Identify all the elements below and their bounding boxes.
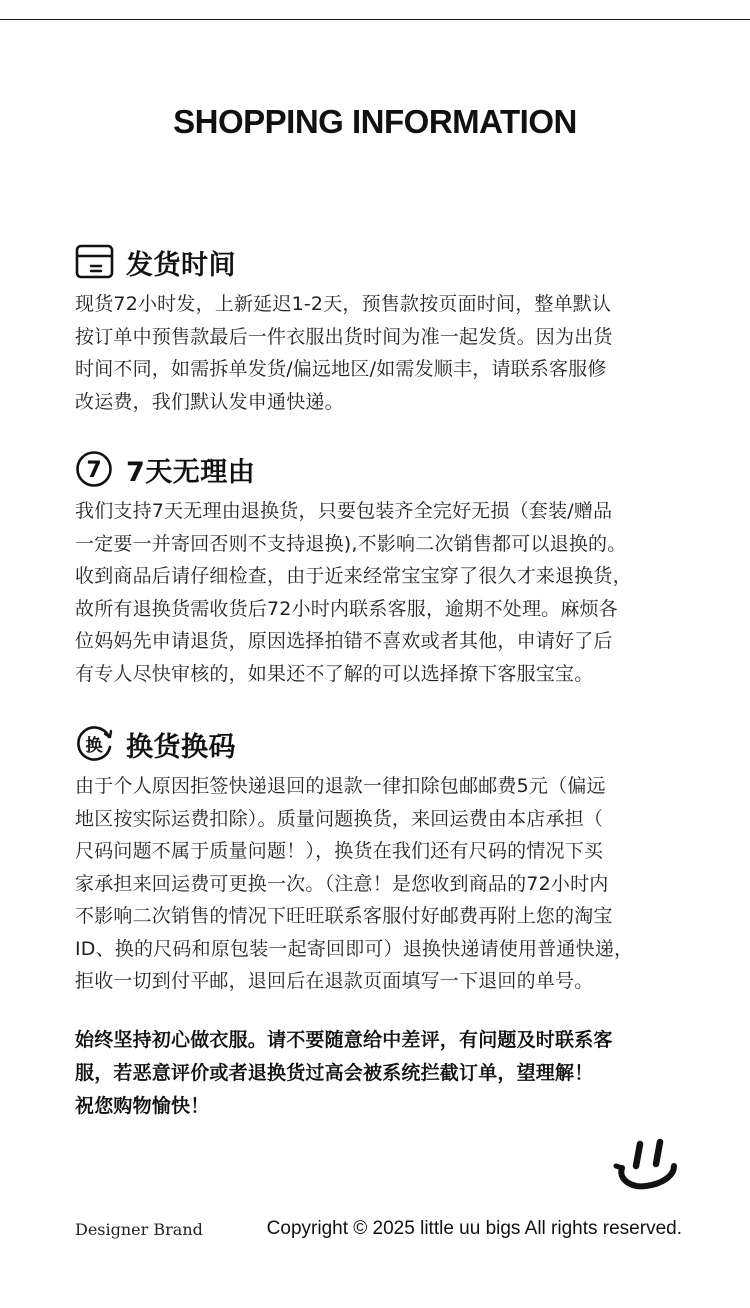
- section-header: [75, 243, 695, 281]
- body-line: 拒收一切到付平邮，退回后在退款页面填写一下退回的单号。: [75, 970, 594, 992]
- section-body: [75, 770, 695, 998]
- body-line: 家承担来回运费可更换一次。（注意！是您收到商品的72小时内: [75, 872, 609, 895]
- section-title: 7天无理由: [126, 456, 256, 488]
- body-line: 收到商品后请仔细检查，由于近来经常宝宝穿了很久才来退换货，: [75, 565, 632, 587]
- icon-glyph: 7: [86, 458, 102, 483]
- section-header: [75, 725, 695, 763]
- body-line: 由于个人原因拒签快递退回的退款一律扣除包邮邮费5元（偏远: [75, 775, 606, 797]
- section-shipping-time: [75, 243, 695, 418]
- body-line: 按订单中预售款最后一件衣服出货时间为准一起发货。因为出货: [75, 325, 613, 348]
- icon-glyph: 换: [85, 736, 103, 756]
- body-line: 时间不同，如需拆单发货/偏远地区/如需发顺丰，请联系客服修: [75, 358, 607, 380]
- body-line: 改运费，我们默认发申通快递。: [75, 390, 344, 413]
- seven-circle-icon: [75, 450, 115, 488]
- smiley-logo-icon: [612, 1136, 682, 1194]
- body-line: 一定要一并寄回否则不支持退换),不影响二次销售都可以退换的。: [75, 532, 627, 555]
- box-icon: [75, 243, 115, 281]
- section-exchange-size: [75, 725, 695, 998]
- page-title: SHOPPING INFORMATION: [173, 103, 577, 140]
- body-line: 有专人尽快审核的，如果还不了解的可以选择撩下客服宝宝。: [75, 662, 594, 685]
- notice-line: 祝您购物愉快！: [75, 1095, 210, 1117]
- body-line: 现货72小时发，上新延迟1-2天，预售款按页面时间，整单默认: [75, 293, 612, 315]
- footer-brand: Designer Brand: [75, 1220, 203, 1239]
- section-body: [75, 288, 695, 418]
- footer-copyright: Copyright © 2025 little uu bigs All rights reserved.: [266, 1218, 682, 1239]
- section-title: 发货时间: [126, 249, 236, 281]
- body-line: 尺码问题不属于质量问题！），换货在我们还有尺码的情况下买: [75, 840, 604, 862]
- section-body: [75, 495, 695, 690]
- body-line: ID、换的尺码和原包装一起寄回即可）退换快递请使用普通快递，: [75, 937, 634, 960]
- section-seven-day-return: [75, 450, 695, 690]
- section-title: 换货换码: [126, 731, 236, 763]
- body-line: 我们支持7天无理由退换货，只要包装齐全完好无损（套装/赠品: [75, 500, 613, 522]
- notice-block: [75, 1024, 695, 1123]
- body-line: 地区按实际运费扣除）。质量问题换货，来回运费由本店承担（: [75, 807, 604, 830]
- body-line: 故所有退换货需收货后72小时内联系客服，逾期不处理。麻烦各: [75, 597, 618, 620]
- notice-line: 始终坚持初心做衣服。请不要随意给中差评，有问题及时联系客: [75, 1029, 613, 1051]
- body-line: 不影响二次销售的情况下旺旺联系客服付好邮费再附上您的淘宝: [75, 905, 613, 927]
- body-line: 位妈妈先申请退货，原因选择拍错不喜欢或者其他，申请好了后: [75, 630, 613, 652]
- exchange-circle-icon: [75, 725, 115, 763]
- section-header: [75, 450, 695, 488]
- notice-line: 服，若恶意评价或者退换货过高会被系统拦截订单，望理解！: [75, 1062, 594, 1084]
- top-divider: [0, 19, 750, 20]
